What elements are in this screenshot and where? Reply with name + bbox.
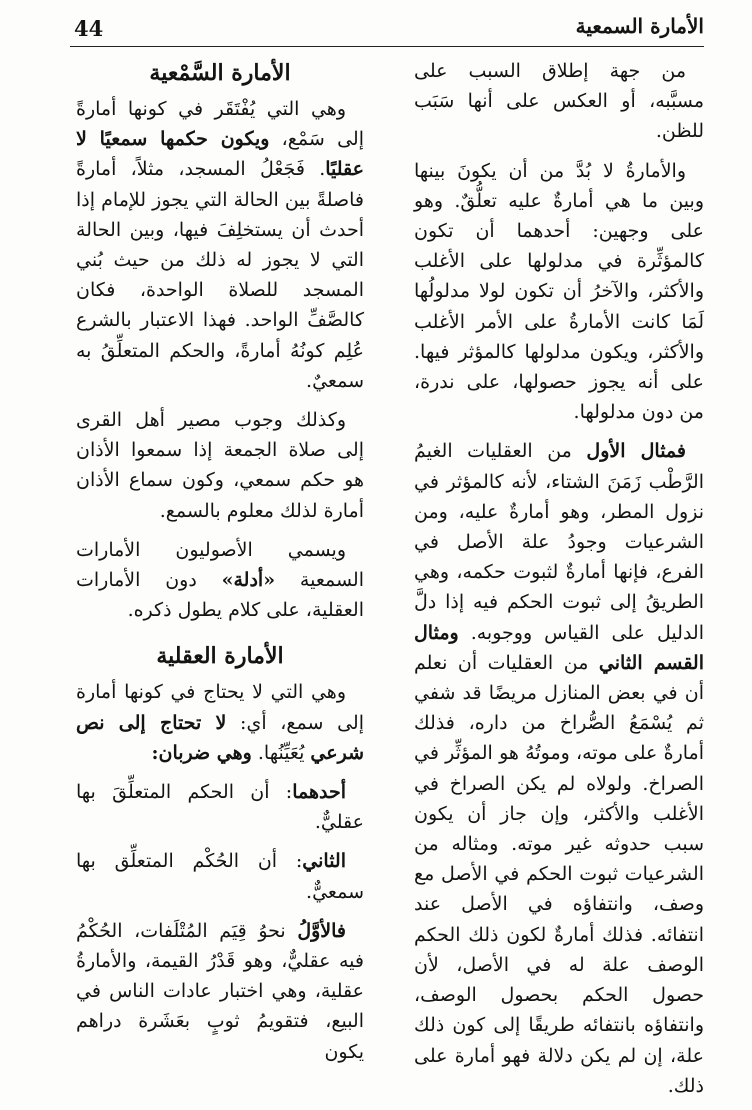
section-heading: الأمارة السَّمْعية — [149, 60, 291, 86]
text-run: من العقليات الغيمُ الرَّطْب زَمَنَ الشتاء، لأنه كالمؤثر في نزول المطر، وهو أمارةٌ عليه، ومن الشرعيات وجودُ علة الأصل في الفرع، فإنها أمارةٌ لثبوت حكمه، وهي الطريقُ إلى ثبوت الحكم فيه إذا دلَّ الدليل على القياس ووجوبه. — [414, 440, 704, 644]
bold-term: «أدلة» — [221, 569, 276, 592]
text-run: . فَجَعْلُ المسجد، مثلاً، أمارةً فاصلةً بين الحالة التي يجوز للإمام إذا أحدث أن يستخلِفَ فيها، وبين الحالة التي لا يجوز له ذلك من حيث بُني المسجد للصلاة الواحدة، فكان كالصَّفِّ الواحد. فهذا الاعتبار بالشرع عُلِم كونُهُ أمارةً، والحكم المتعلِّقُ به سمعيٌ. — [76, 158, 364, 392]
paragraph — [76, 846, 364, 906]
text-run: وهي التي يُفْتَقَر في كونها أمارةً إلى سَمْع، — [76, 98, 364, 151]
page-header — [70, 10, 704, 47]
paragraph: والأمارةُ لا بُدَّ من أن يكونَ بينها وبين ما هي أمارةٌ عليه تعلُّقٌ. وهو على وجهين: أحدهما أن تكون كالمؤثِّرة في مدلولها على الأغلب والأكثر، والآخرُ أن تكون لولا مدلولُها لَمَا كانت الأمارةُ على الأمر الأغلب والأكثر، ويكون مدلولها كالمؤثر فيها. على أنه يجوز حصولها، على ندرة، من دون مدلولها. — [414, 159, 704, 424]
left-column — [76, 56, 364, 1076]
right-column — [414, 56, 704, 1110]
paragraph — [76, 535, 364, 626]
bold-term: فالأوَّلُ — [297, 919, 346, 942]
paragraph — [76, 916, 364, 1067]
paragraph — [76, 94, 364, 396]
paragraph: وكذلك وجوب مصير أهل القرى إلى صلاة الجمعة إذا سمعوا الأذان هو حكم سمعي، وكون سماع الأذان أمارة لذلك معلوم بالسمع. — [76, 409, 364, 522]
bold-term: ويكون حكمها سمعيًا لا عقليًا — [76, 128, 364, 181]
paragraph: من جهة إطلاق السبب على مسبَّبه، أو العكس على أنها سَبَب للظن. — [414, 60, 704, 143]
bold-term: فمثال الأول — [586, 440, 687, 463]
page-number: 44 — [74, 16, 104, 41]
text-run: نحوُ قِيَم المُتْلَفات، الحُكْمُ فيه عقليٌّ، وهو قَدْرُ القيمة، والأمارةُ عقلية، وهي اختبار عادات الناس في البيع، فتقويمُ ثوبٍ بعَشَرة دراهم يكون — [76, 919, 364, 1063]
text-run: يُعَيِّنُها. — [251, 741, 311, 764]
section-heading: الأمارة العقلية — [156, 643, 284, 670]
bold-term: أحدهما — [292, 781, 346, 804]
running-title: الأمارة السمعية — [575, 14, 704, 38]
text-run: وهي التي لا يحتاج في كونها أمارة إلى سمع، أي: — [76, 681, 364, 734]
paragraph — [76, 777, 364, 837]
bold-term: ومثال القسم الثاني — [414, 621, 704, 674]
text-run: ويسمي الأصوليون الأمارات السمعية — [76, 538, 364, 592]
text-run: دون الأمارات العقلية، على كلام يطول ذكره. — [76, 569, 364, 622]
text-run: : أن الحُكْم المتعلِّق بها سمعيٌّ. — [76, 850, 364, 903]
text-run: : أن الحكم المتعلِّقَ بها عقليٌّ. — [76, 781, 364, 834]
text-run: من العقليات أن نعلم أن في بعض المنازل مريضًا قد شفي ثم يُسْمَعُ الصُّراخ من داره، فذلك أمارةٌ على موته، وموتُهُ هو المؤثِّر في الصراخ. ولولاه لم يكن الصراخ في الأغلب والأكثر، وإن جاز أن يكون سبب حدوثه غير موته. ومثاله من الشرعيات ثبوت الحكم في الأصل مع وصف، وانتفاؤه في الأصل عند انتفائه. فذلك أمارةٌ لكون ذلك الحكم الوصف علة له في الأصل، لأن حصول الحكم بحصول الوصف، وانتفاؤه بانتفائه طريقًا إلى كون ذلك علة، إن لم يكن دلالة فهو أمارة على ذلك. — [414, 651, 704, 1097]
bold-term: الثاني — [302, 850, 346, 873]
paragraph — [414, 436, 704, 1100]
bold-term: وهي ضربان: — [151, 741, 252, 764]
paragraph — [76, 677, 364, 768]
bold-term: لا تحتاج إلى نص شرعي — [76, 711, 364, 764]
